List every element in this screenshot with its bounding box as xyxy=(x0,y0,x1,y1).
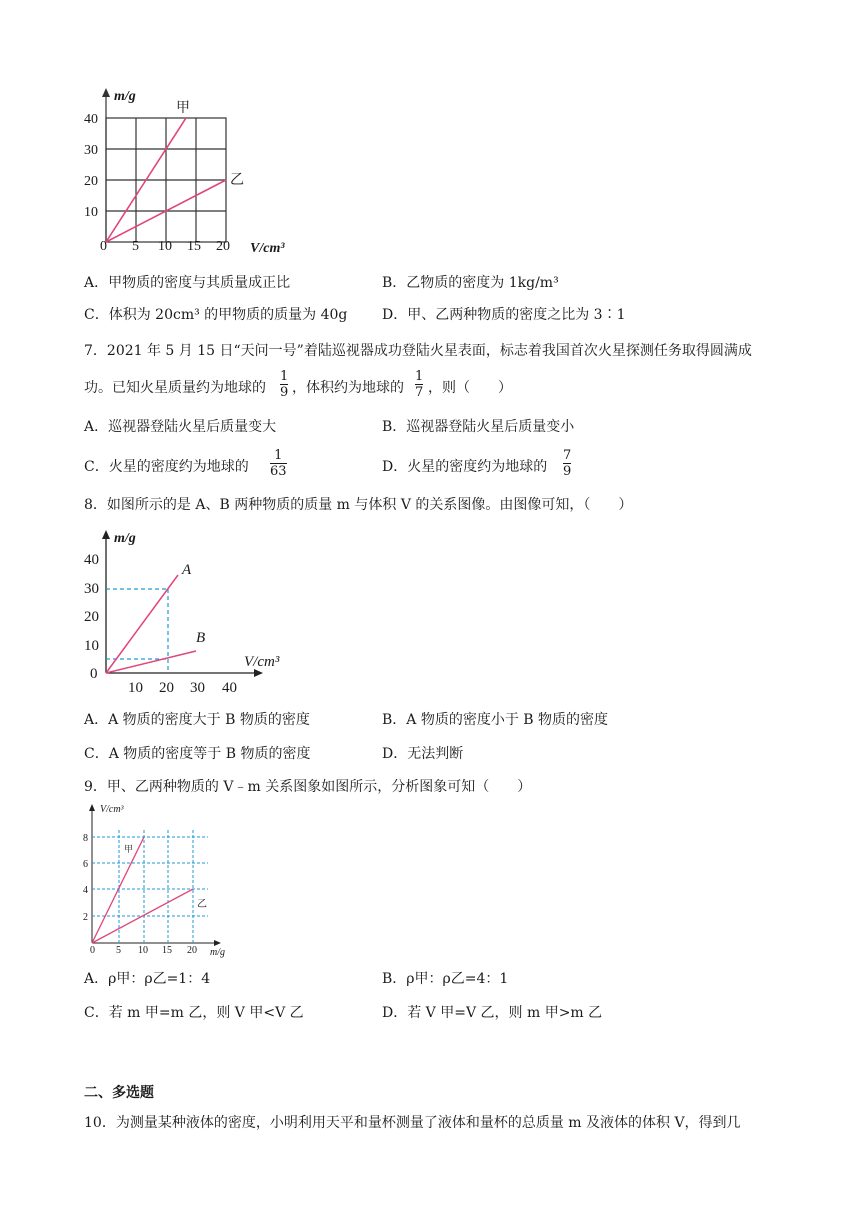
x-tick: 20 xyxy=(159,680,174,696)
option-c[interactable]: C．若 m 甲=m 乙，则 V 甲<V 乙 xyxy=(84,1005,304,1021)
series-label-a: A xyxy=(182,562,192,578)
x-tick: 30 xyxy=(190,680,205,696)
y-tick: 2 xyxy=(83,912,88,923)
x-tick: 20 xyxy=(216,239,230,254)
question-7-line2c: ，则（ ） xyxy=(428,380,512,396)
x-tick: 5 xyxy=(116,945,121,956)
y-tick: 6 xyxy=(83,859,88,870)
series-label-jia: 甲 xyxy=(176,101,190,116)
y-tick: 4 xyxy=(83,885,88,896)
option-b[interactable]: B．A 物质的密度小于 B 物质的密度 xyxy=(382,712,609,728)
option-d[interactable]: D．甲、乙两种物质的密度之比为 3∶1 xyxy=(382,307,626,323)
y-tick: 40 xyxy=(84,112,98,127)
question-7-line1: 7．2021 年 5 月 15 日“天问一号”着陆巡视器成功登陆火星表面，标志着我国首次火星探测任务取得圆满成 xyxy=(84,343,752,359)
y-axis-label: m/g xyxy=(114,89,136,104)
option-c[interactable]: C．火星的密度约为地球的 xyxy=(84,459,249,475)
option-b[interactable]: B．乙物质的密度为 1kg/m³ xyxy=(382,275,559,291)
y-tick: 8 xyxy=(83,833,88,844)
y-tick: 40 xyxy=(84,552,99,568)
fraction-1-63: 1 63 xyxy=(270,448,287,479)
option-c[interactable]: C．A 物质的密度等于 B 物质的密度 xyxy=(84,746,311,762)
y-axis-label: V/cm³ xyxy=(100,804,124,815)
option-a[interactable]: A．A 物质的密度大于 B 物质的密度 xyxy=(84,712,310,728)
x-tick: 10 xyxy=(138,945,148,956)
y-tick: 10 xyxy=(84,638,99,654)
x-tick: 5 xyxy=(132,239,139,254)
x-tick: 10 xyxy=(128,680,143,696)
section-title: 二、多选题 xyxy=(84,1085,154,1101)
option-a[interactable]: A．ρ甲：ρ乙=1：4 xyxy=(84,971,211,987)
y-tick: 20 xyxy=(84,609,99,625)
chart-jia-yi-mass-volume xyxy=(80,84,285,256)
option-c[interactable]: C．体积为 20cm³ 的甲物质的质量为 40g xyxy=(84,307,348,323)
y-tick: 0 xyxy=(90,666,98,682)
option-a[interactable]: A．甲物质的密度与其质量成正比 xyxy=(84,275,291,291)
option-d[interactable]: D．火星的密度约为地球的 xyxy=(382,459,548,475)
chart-v-m-jia-yi xyxy=(82,800,242,960)
x-tick: 40 xyxy=(222,680,237,696)
y-tick: 30 xyxy=(84,143,98,158)
y-tick: 10 xyxy=(84,205,98,220)
y-tick: 20 xyxy=(84,174,98,189)
series-label-jia: 甲 xyxy=(124,844,134,854)
x-tick: 20 xyxy=(187,945,197,956)
question-8-stem: 8．如图所示的是 A、B 两种物质的质量 m 与体积 V 的关系图像。由图像可知，（ ） xyxy=(84,497,633,513)
question-7-line2b: ，体积约为地球的 xyxy=(292,380,404,396)
series-label-yi: 乙 xyxy=(197,899,207,910)
x-tick: 0 xyxy=(100,239,107,254)
question-7-line2a: 功。已知火星质量约为地球的 xyxy=(84,380,266,396)
option-b[interactable]: B．巡视器登陆火星后质量变小 xyxy=(382,419,575,435)
y-tick: 30 xyxy=(84,581,99,597)
fraction-1-9: 1 9 xyxy=(280,369,289,400)
y-axis-label: m/g xyxy=(114,531,136,546)
x-tick: 15 xyxy=(187,239,201,254)
x-tick: 15 xyxy=(162,945,172,956)
chart-a-b-mass-volume xyxy=(84,528,294,698)
option-d[interactable]: D．无法判断 xyxy=(382,746,464,762)
x-tick: 0 xyxy=(90,945,95,956)
question-9-stem: 9．甲、乙两种物质的 V﹣m 关系图象如图所示，分析图象可知（ ） xyxy=(84,779,532,795)
x-axis-label: V/cm³ xyxy=(244,654,280,670)
option-a[interactable]: A．巡视器登陆火星后质量变大 xyxy=(84,419,277,435)
series-label-yi: 乙 xyxy=(230,173,244,188)
x-tick: 10 xyxy=(158,239,172,254)
x-axis-label: m/g xyxy=(210,947,225,958)
fraction-7-9: 7 9 xyxy=(563,448,572,479)
fraction-1-7: 1 7 xyxy=(415,369,424,400)
series-label-b: B xyxy=(196,630,206,646)
option-d[interactable]: D．若 V 甲=V 乙，则 m 甲>m 乙 xyxy=(382,1005,603,1021)
line-jia xyxy=(92,837,144,943)
option-b[interactable]: B．ρ甲：ρ乙=4：1 xyxy=(382,971,509,987)
x-axis-label: V/cm³ xyxy=(250,241,285,256)
question-10-line1: 10．为测量某种液体的密度，小明利用天平和量杯测量了液体和量杯的总质量 m 及液体的体积 V，得到几 xyxy=(84,1115,741,1131)
